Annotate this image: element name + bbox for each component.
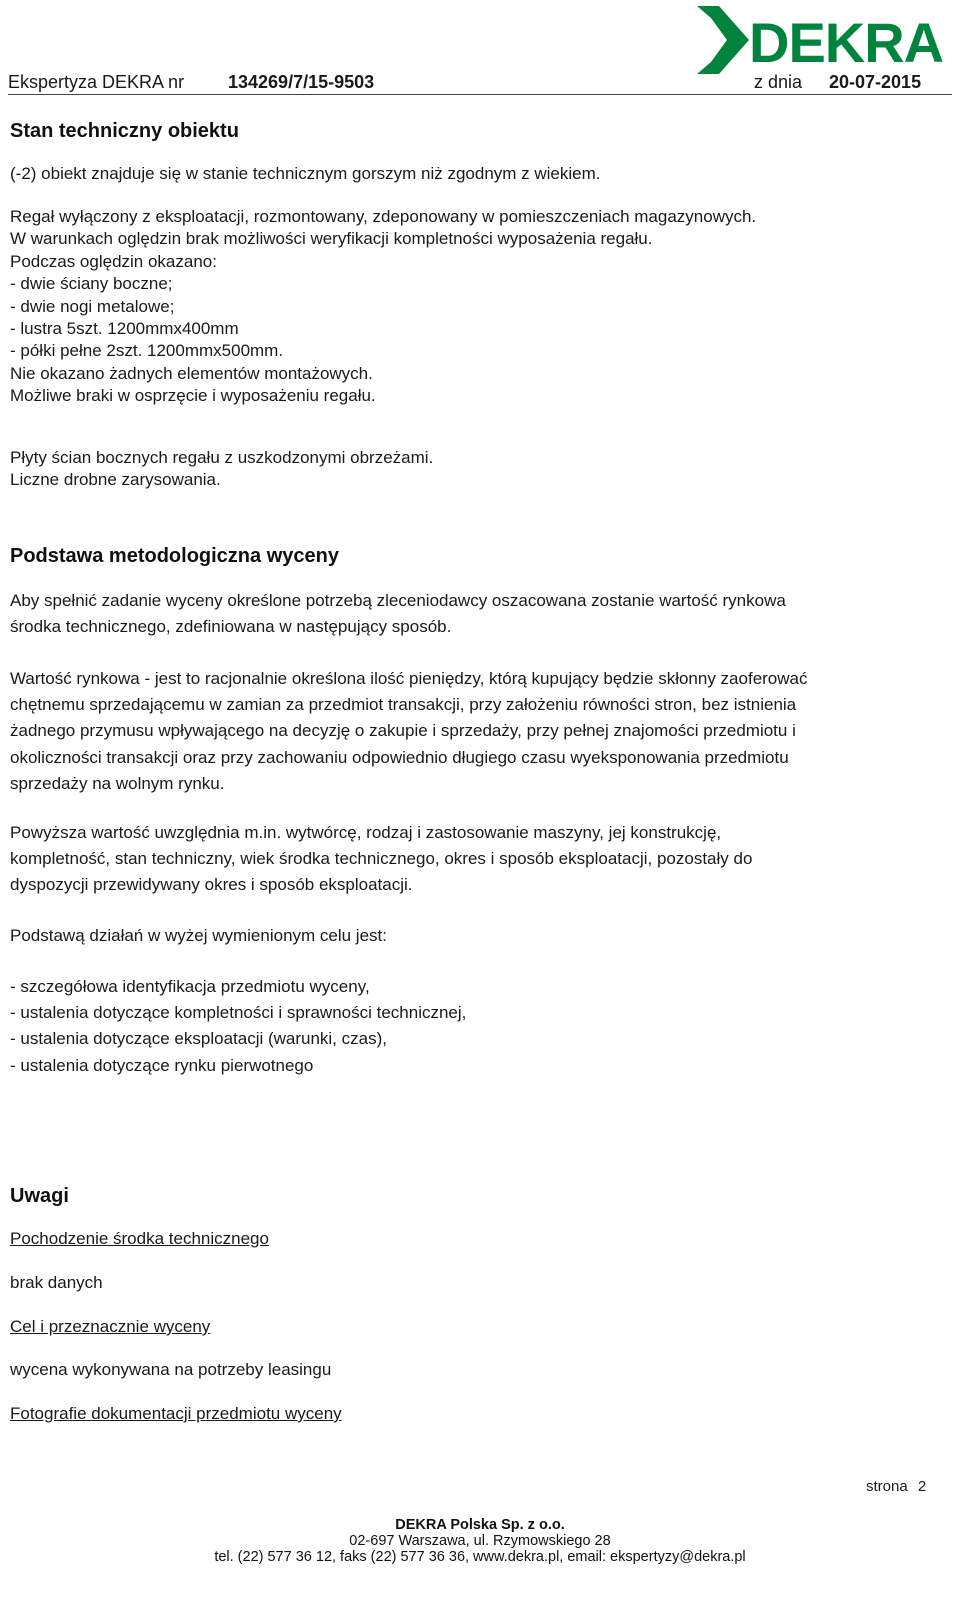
footer-address: 02-697 Warszawa, ul. Rzymowskiego 28 — [349, 1533, 611, 1549]
dekra-logo — [697, 6, 959, 78]
page-number — [866, 1478, 926, 1495]
footer-company: DEKRA Polska Sp. z o.o. — [395, 1517, 565, 1533]
list-item: - ustalenia dotyczące eksploatacji (warunki, czas), — [10, 1029, 387, 1049]
remarks-heading: Uwagi — [10, 1185, 69, 1207]
basis-intro — [10, 923, 950, 949]
dekra-logo-mark — [697, 6, 749, 74]
damage-line: Płyty ścian bocznych regału z uszkodzonymi obrzeżami. — [10, 448, 434, 467]
value-factors-paragraph — [10, 820, 950, 899]
dekra-logo-text: DEKRA — [749, 11, 944, 74]
page-value: 2 — [917, 1478, 927, 1495]
paragraph-line: sprzedaży na wolnym rynku. — [10, 773, 225, 793]
header-rule — [8, 94, 952, 95]
damage-line: Liczne drobne zarysowania. — [10, 470, 221, 490]
paragraph-line: środka technicznego, zdefiniowana w następujący sposób. — [10, 617, 452, 637]
purpose-value: wycena wykonywana na potrzeby leasingu — [10, 1360, 332, 1379]
market-value-definition — [10, 666, 950, 797]
list-item: - ustalenia dotyczące kompletności i sprawności technicznej, — [10, 1003, 467, 1023]
description-line: W warunkach oględzin brak możliwości weryfikacji kompletności wyposażenia regału. — [10, 229, 653, 249]
origin-label: Pochodzenie środka technicznego — [10, 1229, 269, 1248]
technical-state-heading: Stan techniczny obiektu — [10, 120, 239, 142]
description-line: - lustra 5szt. 1200mmx400mm — [10, 319, 239, 339]
description-line: - dwie nogi metalowe; — [10, 296, 175, 316]
technical-state-rating: (-2) obiekt znajduje się w stanie technicznym gorszym niż zgodnym z wiekiem. — [10, 164, 601, 183]
basis-list — [10, 974, 950, 1079]
origin-value: brak danych — [10, 1273, 103, 1292]
description-line: Regał wyłączony z eksploatacji, rozmontowany, zdeponowany w pomieszczeniach magazynowych. — [10, 207, 757, 226]
damage-description — [10, 447, 433, 492]
paragraph-line: dyspozycji przewidywany okres i sposób eksploatacji. — [10, 875, 413, 895]
paragraph-line: okoliczności transakcji oraz przy zachowaniu odpowiednio długiego czasu wyeksponowania przedmiotu — [10, 747, 789, 767]
page-label: strona — [866, 1478, 908, 1495]
methodology-paragraph-1 — [10, 588, 950, 640]
description-line: Podczas oględzin okazano: — [10, 251, 217, 271]
paragraph-line: Powyższa wartość uwzględnia m.in. wytwórcę, rodzaj i zastosowanie maszyny, jej konstrukcję, — [10, 823, 722, 842]
list-item: - ustalenia dotyczące rynku pierwotnego — [10, 1055, 314, 1075]
paragraph-line: Wartość rynkowa - jest to racjonalnie określona ilość pieniędzy, którą kupujący będzie skłonny zaoferować — [10, 669, 808, 688]
description-line: Nie okazano żadnych elementów montażowych. — [10, 363, 373, 383]
date-value: 20-07-2015 — [829, 72, 922, 92]
expertise-label: Ekspertyza DEKRA nr — [8, 72, 185, 92]
technical-state-description — [10, 206, 756, 408]
expertise-number: 134269/7/15-9503 — [228, 72, 375, 92]
date-label: z dnia — [754, 72, 803, 92]
paragraph-line: Podstawą działań w wyżej wymienionym celu jest: — [10, 926, 387, 945]
description-line: - dwie ściany boczne; — [10, 274, 173, 294]
footer-contact: tel. (22) 577 36 12, faks (22) 577 36 36, www.dekra.pl, email: ekspertyzy@dekra.pl — [214, 1549, 746, 1565]
methodology-heading: Podstawa metodologiczna wyceny — [10, 545, 339, 567]
description-line: Możliwe braki w osprzęcie i wyposażeniu regału. — [10, 386, 376, 406]
description-line: - półki pełne 2szt. 1200mmx500mm. — [10, 341, 284, 361]
paragraph-line: Aby spełnić zadanie wyceny określone potrzebą zleceniodawcy oszacowana zostanie wartość rynkowa — [10, 591, 786, 610]
paragraph-line: chętnemu sprzedającemu w zamian za przedmiot transakcji, przy założeniu równości stron, bez istnienia — [10, 695, 797, 715]
paragraph-line: żadnego przymusu wpływającego na decyzję o zakupie i sprzedaży, przy pełnej znajomości przedmiotu i — [10, 721, 796, 741]
photos-label: Fotografie dokumentacji przedmiotu wyceny — [10, 1404, 342, 1423]
paragraph-line: kompletność, stan techniczny, wiek środka technicznego, okres i sposób eksploatacji, pozostały do — [10, 849, 753, 869]
purpose-label: Cel i przeznacznie wyceny — [10, 1317, 211, 1336]
list-item: - szczegółowa identyfikacja przedmiotu wyceny, — [10, 977, 370, 996]
